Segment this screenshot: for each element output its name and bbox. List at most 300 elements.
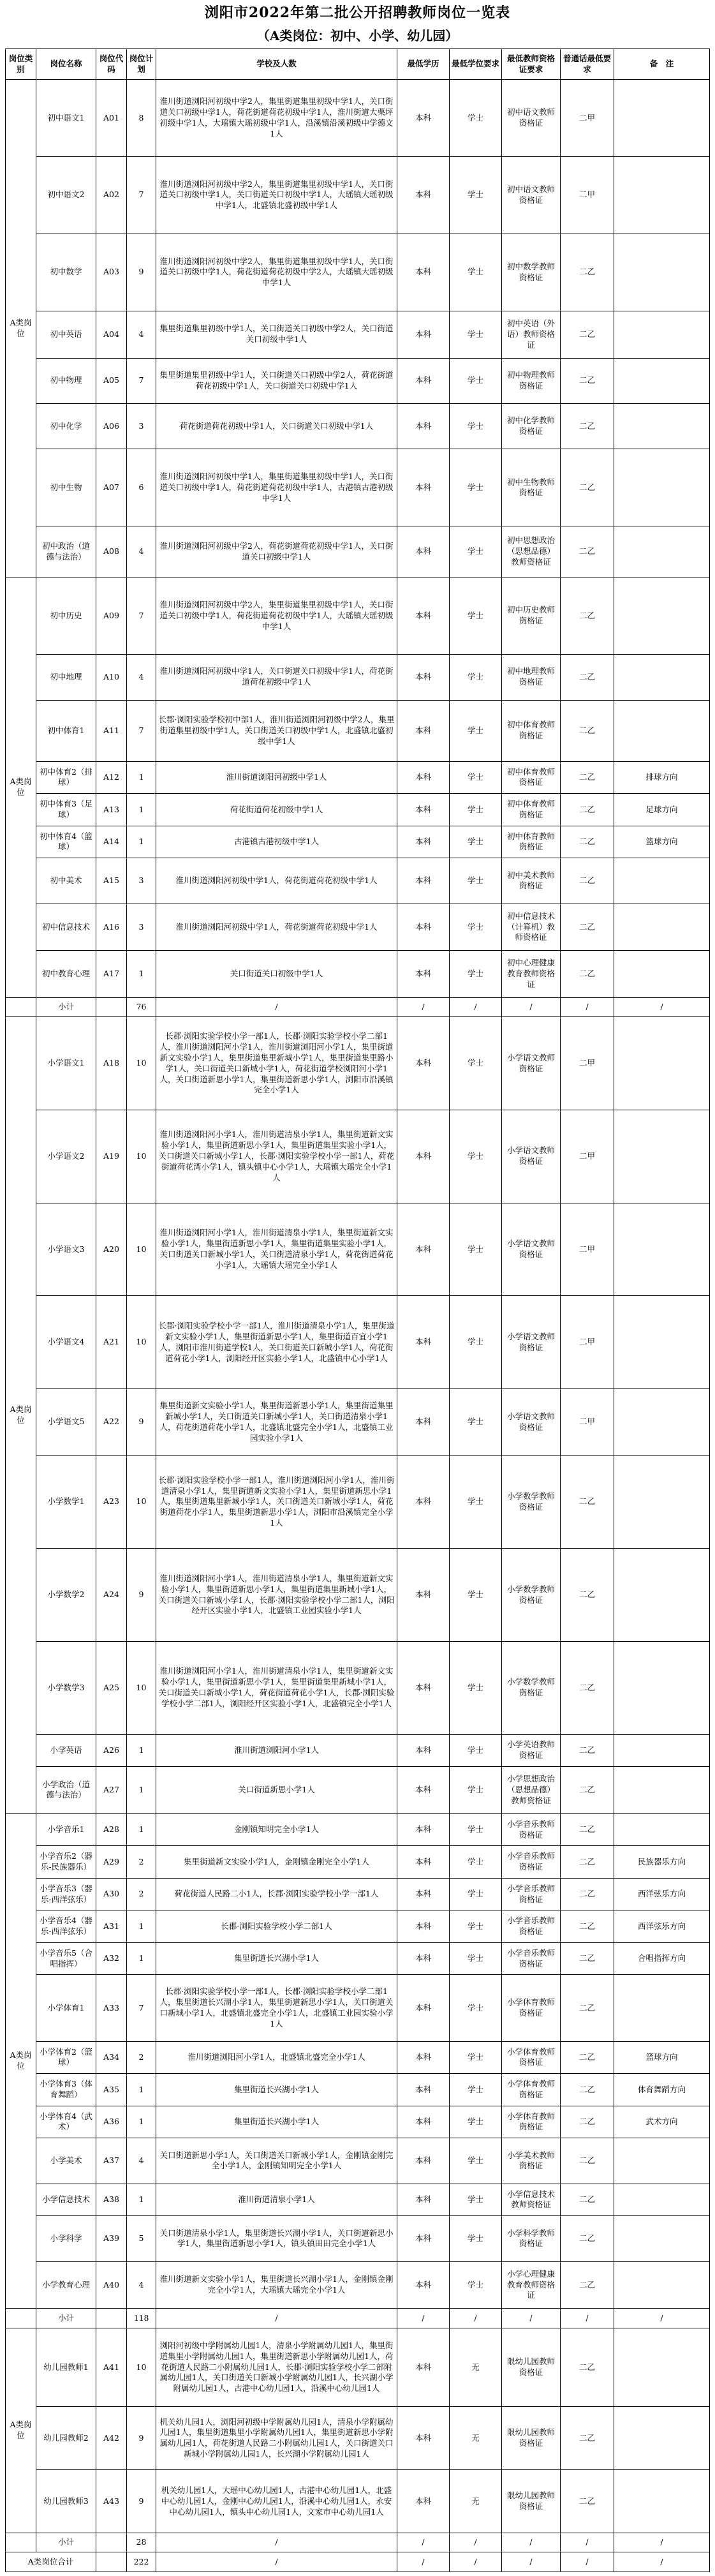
schools-cell: 集里街道长兴湖小学1人: [156, 1942, 397, 1975]
cert-cell: 小学体育教师资格证: [502, 2106, 561, 2138]
mandarin-cell: 二乙: [561, 1549, 614, 1642]
post-name: 小学美术: [36, 2138, 96, 2184]
degree-cell: 本科: [397, 358, 450, 403]
cert-cell: 小学数学教师资格证: [502, 1641, 561, 1734]
table-row: [6, 761, 710, 794]
schools-cell: 集里街道集里初级中学1人，关口街道关口初级中学2人，荷花街道荷花初级中学1人，关口街道关口初级中学1人: [156, 358, 397, 403]
bachelor-cell: 学士: [450, 2041, 502, 2074]
schools-cell: 荷花街道荷花初级中学1人: [156, 794, 397, 826]
degree-cell: 本科: [397, 2470, 450, 2533]
table-row: [6, 156, 710, 234]
post-name: 小学体育4（武术）: [36, 2106, 96, 2138]
bachelor-cell: 无: [450, 2328, 502, 2407]
post-code: A37: [96, 2138, 127, 2184]
table-row: [6, 1813, 710, 1846]
post-name: 初中物理: [36, 358, 96, 403]
table-row: [6, 1389, 710, 1456]
note-cell: 排球方向: [614, 761, 710, 794]
post-code: A05: [96, 358, 127, 403]
total-slash: /: [450, 2552, 502, 2572]
cert-cell: 小学体育教师资格证: [502, 2074, 561, 2106]
col-header: 岗位代码: [96, 49, 127, 80]
schools-cell: 关口街道清泉小学1人，集里街道长兴湖小学1人，关口街道新思小学1人，集里街道新思小学1人，镇头镇田田完全小学1人: [156, 2216, 397, 2261]
table-row: [6, 2184, 710, 2216]
post-code: A31: [96, 1910, 127, 1943]
note-cell: [614, 1017, 710, 1110]
table-row: [6, 80, 710, 157]
mandarin-cell: 二甲: [561, 1296, 614, 1389]
subtotal-label: 小计: [36, 2309, 96, 2328]
mandarin-cell: 二乙: [561, 1813, 614, 1846]
mandarin-cell: 二乙: [561, 826, 614, 858]
subtotal-slash: /: [156, 2309, 397, 2328]
note-cell: [614, 449, 710, 526]
schools-cell: 淮川街道新文实验小学1人，集里街道长兴湖小学1人，金刚镇金刚完全小学1人，大瑶镇大瑶完全小学1人: [156, 2261, 397, 2309]
subtotal-slash: /: [561, 2533, 614, 2552]
degree-cell: 本科: [397, 1549, 450, 1642]
post-name: 小学体育1: [36, 1975, 96, 2041]
post-code: A03: [96, 234, 127, 311]
post-name: 小学语文3: [36, 1203, 96, 1296]
degree-cell: 本科: [397, 904, 450, 951]
bachelor-cell: 学士: [450, 1389, 502, 1456]
table-row: [6, 2407, 710, 2470]
cert-cell: 小学语文教师资格证: [502, 1110, 561, 1203]
col-header: 学校及人数: [156, 49, 397, 80]
post-plan: 1: [127, 2106, 156, 2138]
col-header: 最低教师资格证要求: [502, 49, 561, 80]
mandarin-cell: 二乙: [561, 403, 614, 449]
cert-cell: 小学音乐教师资格证: [502, 1942, 561, 1975]
cert-cell: 初中语文教师资格证: [502, 80, 561, 157]
mandarin-cell: 二乙: [561, 1975, 614, 2041]
bachelor-cell: 学士: [450, 1456, 502, 1549]
schools-cell: 长郡·浏阳实验学校小学二部1人: [156, 1910, 397, 1943]
note-cell: [614, 80, 710, 157]
note-cell: [614, 1110, 710, 1203]
table-row: [6, 1734, 710, 1767]
subtotal-plan: 118: [127, 2309, 156, 2328]
schools-cell: 集里街道长兴湖小学1人: [156, 2106, 397, 2138]
post-name: 小学音乐3（器乐-西洋弦乐）: [36, 1878, 96, 1910]
note-cell: 体育舞蹈方向: [614, 2074, 710, 2106]
col-header: 岗位类别: [6, 49, 36, 80]
schools-cell: 淮川街道浏阳河小学1人，淮川街道清泉小学1人，集里街道新文实验小学1人，集里街道新思小学1人，集里街道集里新城小学1人，关口街道关口新城小学1人，长郡·浏阳实验学校小学二部1人，浏阳经开区实验小学1人，北盛镇工业园实验小学1人: [156, 1549, 397, 1642]
schools-cell: 古港镇古港初级中学1人: [156, 826, 397, 858]
post-plan: 7: [127, 577, 156, 655]
subtotal-slash: /: [614, 2309, 710, 2328]
post-plan: 10: [127, 1017, 156, 1110]
post-code: A01: [96, 80, 127, 157]
mandarin-cell: 二乙: [561, 1846, 614, 1879]
subtotal-row: [6, 2309, 710, 2328]
post-code: A29: [96, 1846, 127, 1879]
note-cell: [614, 2184, 710, 2216]
post-code: A26: [96, 1734, 127, 1767]
post-name: 小学科学: [36, 2216, 96, 2261]
mandarin-cell: 二乙: [561, 1910, 614, 1943]
bachelor-cell: 学士: [450, 1846, 502, 1879]
cert-cell: 小学英语教师资格证: [502, 1734, 561, 1767]
bachelor-cell: 学士: [450, 2216, 502, 2261]
schools-cell: 淮川街道浏阳河初级中学1人，集里街道集里初级中学1人，关口街道关口初级中学1人，荷花街道荷花初级中学1人，古港镇古港初级中学1人: [156, 449, 397, 526]
bachelor-cell: 学士: [450, 234, 502, 311]
degree-cell: 本科: [397, 1975, 450, 2041]
note-cell: 足球方向: [614, 794, 710, 826]
cert-cell: 初中地理教师资格证: [502, 655, 561, 700]
table-row: [6, 2328, 710, 2407]
post-plan: 2: [127, 2041, 156, 2074]
mandarin-cell: 二乙: [561, 358, 614, 403]
note-cell: 篮球方向: [614, 2041, 710, 2074]
cert-cell: 小学音乐教师资格证: [502, 1846, 561, 1879]
post-code: A18: [96, 1017, 127, 1110]
post-plan: 10: [127, 1641, 156, 1734]
schools-cell: 关口街道新思小学1人，关口街道关口新城小学1人，金刚镇金刚完全小学1人，金刚镇知明完全小学1人: [156, 2138, 397, 2184]
degree-cell: 本科: [397, 1110, 450, 1203]
schools-cell: 长郡·浏阳实验学校小学一部1人，淮川街道清泉小学1人，集里街道新文实验小学1人，集里街道新思小学1人，集里街道百宜小学1人，浏阳市淮川街道学校1人，关口街道关口新城小学1人，荷花街道荷花小学1人，浏阳经开区实验小学1人，北盛镇中心小学1人: [156, 1296, 397, 1389]
degree-cell: 本科: [397, 311, 450, 358]
cert-cell: 小学音乐教师资格证: [502, 1813, 561, 1846]
note-cell: [614, 2470, 710, 2533]
col-header: 最低学历: [397, 49, 450, 80]
cert-cell: 初中心理健康教育教师资格证: [502, 951, 561, 998]
cert-cell: 限幼儿园教师资格证: [502, 2407, 561, 2470]
degree-cell: 本科: [397, 2407, 450, 2470]
post-code: A43: [96, 2470, 127, 2533]
table-row: [6, 358, 710, 403]
post-plan: 10: [127, 1456, 156, 1549]
post-code: A02: [96, 156, 127, 234]
bachelor-cell: 学士: [450, 156, 502, 234]
schools-cell: 淮川街道浏阳河初级中学1人，荷花街道荷花初级中学1人: [156, 858, 397, 904]
note-cell: [614, 1296, 710, 1389]
note-cell: [614, 2216, 710, 2261]
post-name: 小学语文4: [36, 1296, 96, 1389]
total-slash: /: [156, 2552, 397, 2572]
note-cell: 武术方向: [614, 2106, 710, 2138]
degree-cell: 本科: [397, 1641, 450, 1734]
post-plan: 10: [127, 1203, 156, 1296]
category-cell: A类岗位: [6, 1017, 36, 1813]
table-row: [6, 1549, 710, 1642]
schools-cell: 机关幼儿园1人，大瑶中心幼儿园1人，古港中心幼儿园1人，北盛中心幼儿园1人，金刚中心幼儿园1人，沿溪中心幼儿园1人，永安中心幼儿园1人，镇头中心幼儿园1人，文家市中心幼儿园1人: [156, 2470, 397, 2533]
note-cell: [614, 2407, 710, 2470]
subtotal-label: 小计: [36, 998, 96, 1017]
category-cell: A类岗位: [6, 1813, 36, 2309]
degree-cell: 本科: [397, 2074, 450, 2106]
post-name: 小学音乐5（合唱指挥）: [36, 1942, 96, 1975]
mandarin-cell: 二甲: [561, 1203, 614, 1296]
bachelor-cell: 学士: [450, 700, 502, 761]
bachelor-cell: 学士: [450, 2106, 502, 2138]
bachelor-cell: 学士: [450, 403, 502, 449]
degree-cell: 本科: [397, 1910, 450, 1943]
mandarin-cell: 二乙: [561, 449, 614, 526]
post-plan: 4: [127, 655, 156, 700]
note-cell: [614, 1549, 710, 1642]
degree-cell: 本科: [397, 1389, 450, 1456]
post-code: A25: [96, 1641, 127, 1734]
post-name: 小学教育心理: [36, 2261, 96, 2309]
post-plan: 1: [127, 951, 156, 998]
note-cell: [614, 2328, 710, 2407]
mandarin-cell: 二甲: [561, 156, 614, 234]
schools-cell: 淮川街道浏阳河初级中学1人，荷花街道荷花初级中学1人: [156, 904, 397, 951]
bachelor-cell: 学士: [450, 1734, 502, 1767]
post-plan: 10: [127, 2328, 156, 2407]
post-plan: 3: [127, 858, 156, 904]
post-code: A08: [96, 526, 127, 577]
note-cell: [614, 526, 710, 577]
table-row: [6, 904, 710, 951]
note-cell: [614, 1975, 710, 2041]
mandarin-cell: 二乙: [561, 1641, 614, 1734]
bachelor-cell: 学士: [450, 2184, 502, 2216]
schools-cell: 淮川街道浏阳河小学1人: [156, 1734, 397, 1767]
mandarin-cell: 二乙: [561, 951, 614, 998]
cert-cell: 小学科学教师资格证: [502, 2216, 561, 2261]
table-row: [6, 1641, 710, 1734]
schools-cell: 淮川街道浏阳河小学1人，淮川街道清泉小学1人，集里街道新文实验小学1人，集里街道新思小学1人，集里街道集里实验小学1人，关口街道关口新城小学1人，长郡·浏阳实验学校小学一部1人，荷花街道荷花湾小学1人，镇头镇中心小学1人，大瑶镇大瑶完全小学1人: [156, 1110, 397, 1203]
degree-cell: 本科: [397, 2328, 450, 2407]
mandarin-cell: 二乙: [561, 2470, 614, 2533]
note-cell: [614, 2138, 710, 2184]
subtotal-blank: [96, 998, 127, 1017]
note-cell: [614, 1203, 710, 1296]
mandarin-cell: 二乙: [561, 2184, 614, 2216]
cert-cell: 小学思想政治（思想品德）教师资格证: [502, 1767, 561, 1814]
schools-cell: 淮川街道浏阳河初级中学2人，集里街道集里初级中学1人，关口街道关口初级中学1人，荷花街道荷花初级中学1人，大瑶镇大瑶初级中学1人: [156, 577, 397, 655]
post-name: 小学音乐1: [36, 1813, 96, 1846]
subtotal-slash: /: [450, 998, 502, 1017]
subtotal-slash: /: [502, 2533, 561, 2552]
mandarin-cell: 二甲: [561, 1389, 614, 1456]
bachelor-cell: 学士: [450, 311, 502, 358]
post-name: 初中历史: [36, 577, 96, 655]
post-code: A14: [96, 826, 127, 858]
table-row: [6, 403, 710, 449]
mandarin-cell: 二乙: [561, 2074, 614, 2106]
schools-cell: 关口街道关口初级中学1人: [156, 951, 397, 998]
degree-cell: 本科: [397, 794, 450, 826]
post-code: A21: [96, 1296, 127, 1389]
table-row: [6, 1203, 710, 1296]
note-cell: [614, 951, 710, 998]
subtotal-plan: 76: [127, 998, 156, 1017]
schools-cell: 淮川街道浏阳河初级中学2人，荷花街道荷花初级中学1人，关口街道关口初级中学1人: [156, 526, 397, 577]
subtotal-slash: /: [614, 2533, 710, 2552]
post-code: A34: [96, 2041, 127, 2074]
post-plan: 2: [127, 1878, 156, 1910]
cert-cell: 初中体育教师资格证: [502, 761, 561, 794]
cert-cell: 小学信息技术教师资格证: [502, 2184, 561, 2216]
page-title: 浏阳市2022年第二批公开招聘教师岗位一览表: [204, 4, 511, 21]
post-plan: 1: [127, 1910, 156, 1943]
post-code: A22: [96, 1389, 127, 1456]
post-plan: 1: [127, 1813, 156, 1846]
post-code: A07: [96, 449, 127, 526]
degree-cell: 本科: [397, 526, 450, 577]
note-cell: [614, 858, 710, 904]
post-plan: 1: [127, 794, 156, 826]
degree-cell: 本科: [397, 403, 450, 449]
table-body: [6, 80, 710, 2572]
post-name: 初中语文2: [36, 156, 96, 234]
mandarin-cell: 二乙: [561, 794, 614, 826]
table-row: [6, 1456, 710, 1549]
bachelor-cell: 学士: [450, 1110, 502, 1203]
bachelor-cell: 学士: [450, 80, 502, 157]
bachelor-cell: 学士: [450, 358, 502, 403]
table-row: [6, 1767, 710, 1814]
table-row: [6, 1942, 710, 1975]
degree-cell: 本科: [397, 2184, 450, 2216]
subtotal-blank: [96, 2309, 127, 2328]
subtotal-slash: /: [397, 2309, 450, 2328]
post-name: 小学数学1: [36, 1456, 96, 1549]
table-row: [6, 234, 710, 311]
cert-cell: 初中体育教师资格证: [502, 700, 561, 761]
bachelor-cell: 学士: [450, 1549, 502, 1642]
schools-cell: 长郡·浏阳实验学校小学一部1人，长郡·浏阳实验学校小学二部1人，集里街道长兴湖小学1人，集里街道新思小学1人，关口街道关口新城小学1人，北盛镇北盛完全小学1人，北盛镇工业园实验小学1人: [156, 1975, 397, 2041]
mandarin-cell: 二乙: [561, 655, 614, 700]
post-code: A24: [96, 1549, 127, 1642]
post-name: 初中体育4（篮球）: [36, 826, 96, 858]
note-cell: 西洋弦乐方向: [614, 1878, 710, 1910]
post-plan: 9: [127, 2407, 156, 2470]
note-cell: [614, 403, 710, 449]
degree-cell: 本科: [397, 449, 450, 526]
col-header: 岗位名称: [36, 49, 96, 80]
post-plan: 7: [127, 1975, 156, 2041]
table-row: [6, 2138, 710, 2184]
post-plan: 4: [127, 526, 156, 577]
degree-cell: 本科: [397, 1942, 450, 1975]
post-name: 初中体育1: [36, 700, 96, 761]
post-code: A15: [96, 858, 127, 904]
grand-total-row: [6, 2552, 710, 2572]
post-code: A33: [96, 1975, 127, 2041]
post-code: A38: [96, 2184, 127, 2216]
bachelor-cell: 学士: [450, 449, 502, 526]
schools-cell: 金刚镇知明完全小学1人: [156, 1813, 397, 1846]
bachelor-cell: 学士: [450, 1878, 502, 1910]
degree-cell: 本科: [397, 1456, 450, 1549]
post-plan: 1: [127, 1942, 156, 1975]
table-row: [6, 1878, 710, 1910]
subtotal-slash: /: [561, 2309, 614, 2328]
mandarin-cell: 二乙: [561, 2041, 614, 2074]
mandarin-cell: 二乙: [561, 1942, 614, 1975]
subtotal-slash: /: [614, 998, 710, 1017]
table-row: [6, 2106, 710, 2138]
cert-cell: 小学心理健康教育教师资格证: [502, 2261, 561, 2309]
post-name: 小学语文1: [36, 1017, 96, 1110]
degree-cell: 本科: [397, 1846, 450, 1879]
bachelor-cell: 学士: [450, 2261, 502, 2309]
cert-cell: 小学美术教师资格证: [502, 2138, 561, 2184]
post-code: A04: [96, 311, 127, 358]
mandarin-cell: 二乙: [561, 2216, 614, 2261]
post-name: 小学英语: [36, 1734, 96, 1767]
degree-cell: 本科: [397, 1878, 450, 1910]
total-slash: /: [397, 2552, 450, 2572]
category-cell: A类岗位: [6, 577, 36, 998]
note-cell: [614, 655, 710, 700]
post-code: A32: [96, 1942, 127, 1975]
subtotal-plan: 28: [127, 2533, 156, 2552]
bachelor-cell: 学士: [450, 1910, 502, 1943]
post-name: 初中体育2（排球）: [36, 761, 96, 794]
bachelor-cell: 学士: [450, 526, 502, 577]
subtotal-slash: /: [561, 998, 614, 1017]
degree-cell: 本科: [397, 826, 450, 858]
post-code: A30: [96, 1878, 127, 1910]
schools-cell: 淮川街道浏阳河初级中学2人，集里街道集里初级中学1人，关口街道关口初级中学1人，荷花街道荷花初级中学2人，大瑶镇大瑶初级中学1人: [156, 234, 397, 311]
bachelor-cell: 学士: [450, 761, 502, 794]
post-name: 初中美术: [36, 858, 96, 904]
post-name: 小学语文2: [36, 1110, 96, 1203]
subtotal-slash: /: [397, 998, 450, 1017]
post-code: A27: [96, 1767, 127, 1814]
degree-cell: 本科: [397, 1813, 450, 1846]
post-plan: 9: [127, 1549, 156, 1642]
bachelor-cell: 学士: [450, 2074, 502, 2106]
schools-cell: 淮川街道浏阳河初级中学2人，集里街道集里初级中学1人，关口街道关口初级中学1人，关口街道关口初级中学1人，大瑶镇大瑶初级中学1人，北盛镇北盛初级中学1人: [156, 156, 397, 234]
table-row: [6, 1017, 710, 1110]
table-row: [6, 2261, 710, 2309]
degree-cell: 本科: [397, 858, 450, 904]
schools-cell: 集里街道新文实验小学1人，集里街道新思小学1人，集里街道集里新城小学1人，关口街道关口新城小学1人，关口街道清泉小学1人，荷花街道荷花小学1人，北盛镇北盛完全小学1人，北盛镇工业园实验小学1人: [156, 1389, 397, 1456]
degree-cell: 本科: [397, 2106, 450, 2138]
post-name: 初中体育3（足球）: [36, 794, 96, 826]
bachelor-cell: 学士: [450, 1296, 502, 1389]
table-row: [6, 2470, 710, 2533]
cert-cell: 小学体育教师资格证: [502, 1975, 561, 2041]
note-cell: [614, 1734, 710, 1767]
mandarin-cell: 二乙: [561, 1767, 614, 1814]
note-cell: 民族器乐方向: [614, 1846, 710, 1879]
schools-cell: 荷花街道荷花初级中学1人，关口街道关口初级中学1人: [156, 403, 397, 449]
post-name: 小学音乐4（器乐-西洋弦乐）: [36, 1910, 96, 1943]
post-code: A12: [96, 761, 127, 794]
post-plan: 3: [127, 403, 156, 449]
schools-cell: 淮川街道浏阳河初级中学2人，集里街道集里初级中学1人，关口街道关口初级中学1人，荷花街道荷花初级中学1人，淮川街道大栗坪初级中学1人，大瑶镇大瑶初级中学1人，沿溪镇沿溪初级中学德文1人: [156, 80, 397, 157]
total-plan: 222: [127, 2552, 156, 2572]
note-cell: [614, 2261, 710, 2309]
table-row: [6, 700, 710, 761]
table-row: [6, 858, 710, 904]
cert-cell: 初中语文教师资格证: [502, 156, 561, 234]
total-label: A类岗位合计: [6, 2552, 96, 2572]
note-cell: [614, 1813, 710, 1846]
cert-cell: 初中物理教师资格证: [502, 358, 561, 403]
col-header: 最低学位要求: [450, 49, 502, 80]
schools-cell: 机关幼儿园1人，浏阳河初级中学附属幼儿园1人，清泉小学附属幼儿园1人，集里街道集里小学附属幼儿园1人，集里街道新思小学附属幼儿园1人，荷花街道人民路二小附属幼儿园1人，关口街道关口新城小学附属幼儿园1人，长兴湖小学附属幼儿园1人: [156, 2407, 397, 2470]
post-plan: 1: [127, 1734, 156, 1767]
degree-cell: 本科: [397, 2216, 450, 2261]
subtotal-slash: /: [450, 2309, 502, 2328]
note-cell: [614, 1389, 710, 1456]
table-row: [6, 2216, 710, 2261]
degree-cell: 本科: [397, 761, 450, 794]
subtotal-slash: /: [502, 998, 561, 1017]
note-cell: [614, 1641, 710, 1734]
post-code: A41: [96, 2328, 127, 2407]
mandarin-cell: 二乙: [561, 2407, 614, 2470]
post-code: A10: [96, 655, 127, 700]
